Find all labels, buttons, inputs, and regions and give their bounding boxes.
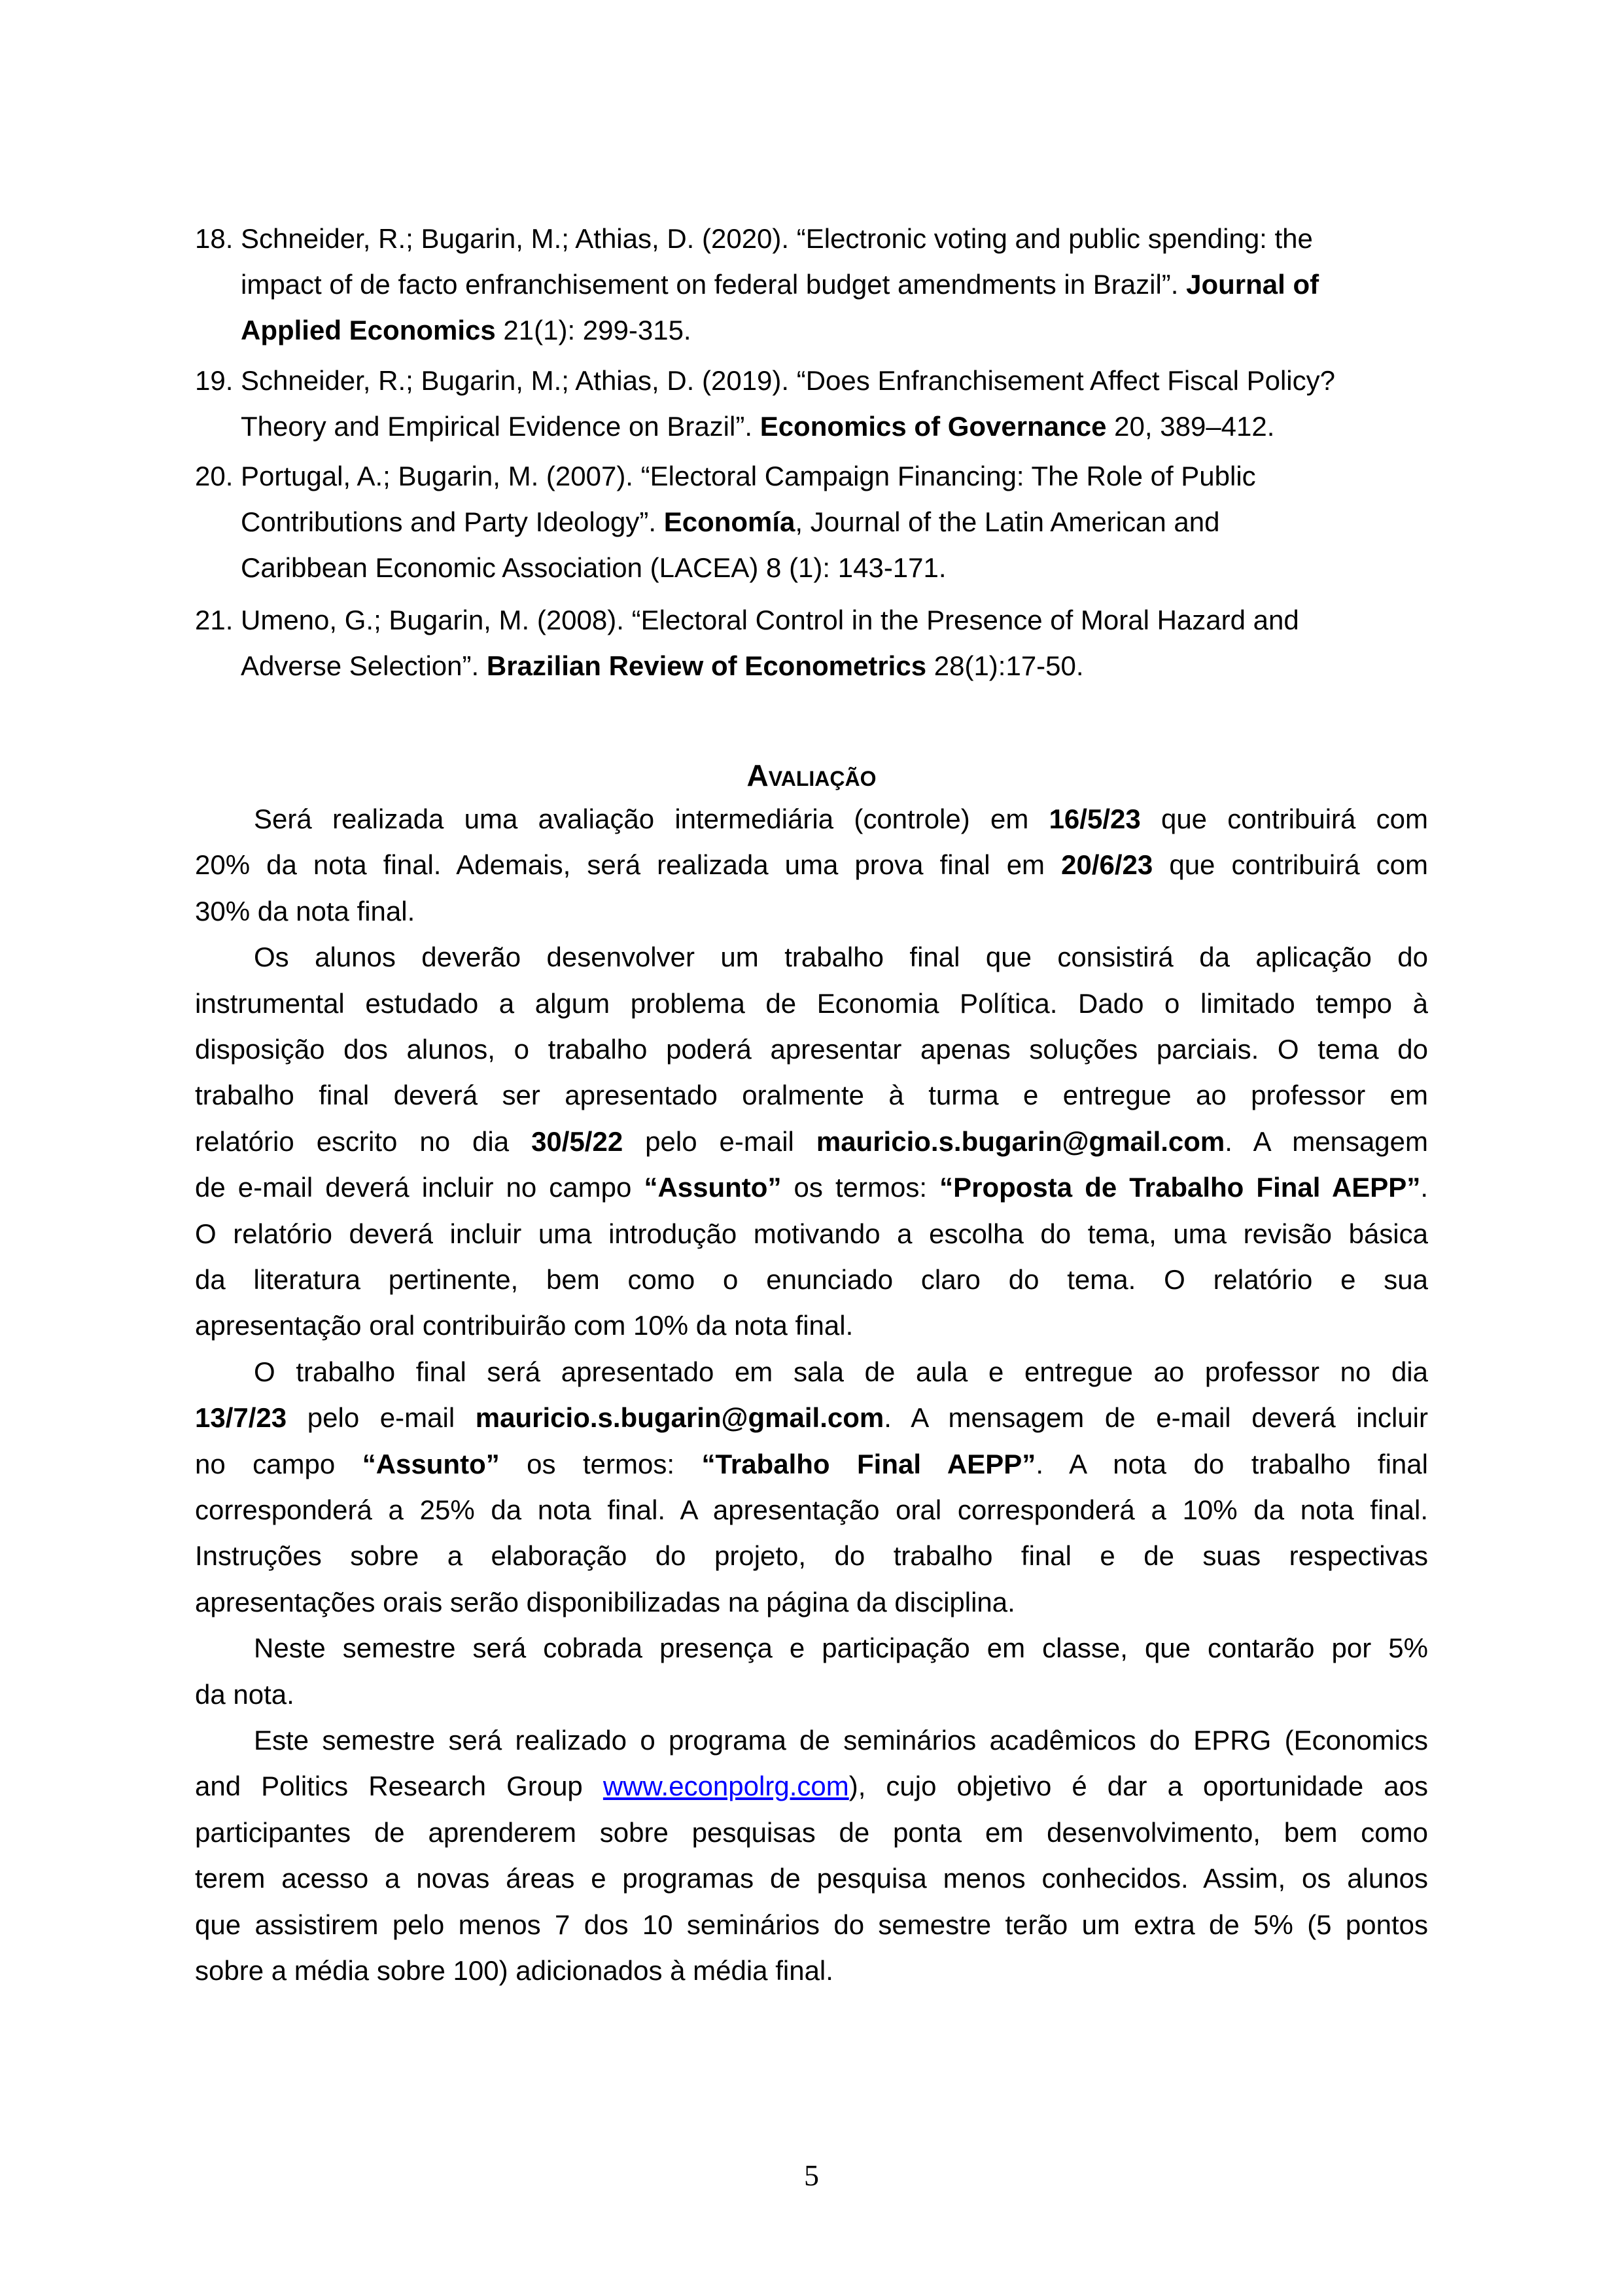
text-segment: participantes de aprenderem sobre pesquisas de ponta em desenvolvimento, bem como bbox=[195, 1817, 1428, 1848]
bold-text: “Trabalho Final AEPP” bbox=[701, 1449, 1036, 1479]
text-segment: , Journal of the Latin American and bbox=[795, 506, 1220, 537]
text-segment: que contribuirá com bbox=[1140, 804, 1428, 834]
paragraph-first-line bbox=[254, 934, 1428, 980]
paragraph-first-line bbox=[254, 1718, 1428, 1763]
paragraph-line bbox=[195, 842, 1428, 888]
text-segment: que assistirem pelo menos 7 dos 10 seminários do semestre terão um extra de 5% (5 pontos bbox=[195, 1909, 1428, 1940]
text-segment: Neste semestre será cobrada presença e participação em classe, que contarão por 5% bbox=[254, 1633, 1428, 1663]
text-segment: corresponderá a 25% da nota final. A apresentação oral corresponderá a 10% da nota final. bbox=[195, 1494, 1428, 1525]
paragraph-line bbox=[195, 1395, 1428, 1441]
website-link[interactable]: www.econpolrg.com bbox=[602, 1771, 849, 1801]
text-segment: de e-mail deverá incluir no campo bbox=[195, 1172, 644, 1203]
paragraph-line bbox=[195, 1856, 1428, 1901]
paragraph-line bbox=[195, 1533, 1428, 1579]
text-segment: 20, 389–412. bbox=[1106, 411, 1275, 442]
text-segment: os termos: bbox=[499, 1449, 702, 1479]
text-segment: Schneider, R.; Bugarin, M.; Athias, D. (2020). “Electronic voting and public spending: the bbox=[241, 223, 1313, 254]
bold-text: Applied Economics bbox=[241, 315, 496, 345]
reference-line bbox=[241, 545, 947, 591]
text-segment: Este semestre será realizado o programa de seminários acadêmicos do EPRG (Economics bbox=[254, 1725, 1428, 1756]
reference-line bbox=[241, 499, 1220, 545]
reference-line bbox=[241, 597, 1299, 643]
bold-text: Economics of Governance bbox=[759, 411, 1107, 442]
text-segment: Será realizada uma avaliação intermediária (controle) em bbox=[254, 804, 1049, 834]
text-segment: pelo e-mail bbox=[287, 1402, 476, 1433]
text-segment: Instruções sobre a elaboração do projeto, do trabalho final e de suas respectivas bbox=[195, 1540, 1428, 1571]
reference-line bbox=[241, 308, 691, 353]
text-segment: O relatório deverá incluir uma introdução motivando a escolha do tema, uma revisão básica bbox=[195, 1218, 1428, 1249]
bold-text: “Assunto” bbox=[362, 1449, 500, 1479]
paragraph-line bbox=[195, 889, 1428, 934]
text-segment: trabalho final deverá ser apresentado oralmente à turma e entregue ao professor em bbox=[195, 1080, 1428, 1110]
paragraph-line bbox=[195, 1165, 1428, 1210]
paragraph-line bbox=[195, 1810, 1428, 1856]
text-segment: disposição dos alunos, o trabalho poderá apresentar apenas soluções parciais. O tema do bbox=[195, 1034, 1428, 1065]
paragraph-line bbox=[195, 1580, 1428, 1625]
text-segment: ), cujo objetivo é dar a oportunidade aos bbox=[848, 1771, 1428, 1801]
bold-text: mauricio.s.bugarin@gmail.com bbox=[816, 1126, 1225, 1157]
text-segment: no campo bbox=[195, 1449, 362, 1479]
text-segment: . A mensagem bbox=[1225, 1126, 1428, 1157]
text-segment: 30% da nota final. bbox=[195, 896, 415, 927]
reference-number: 21. bbox=[195, 605, 234, 635]
text-segment: terem acesso a novas áreas e programas de pesquisa menos conhecidos. Assim, os alunos bbox=[195, 1863, 1428, 1894]
text-segment: apresentação oral contribuirão com 10% da nota final. bbox=[195, 1310, 854, 1341]
text-segment: Contributions and Party Ideology”. bbox=[241, 506, 664, 537]
paragraph-line bbox=[195, 1303, 1428, 1349]
reference-line bbox=[241, 262, 1319, 308]
paragraph-line bbox=[195, 1211, 1428, 1257]
bold-text: Economía bbox=[663, 506, 795, 537]
text-segment: O trabalho final será apresentado em sala de aula e entregue ao professor no dia bbox=[254, 1356, 1428, 1387]
bold-text: mauricio.s.bugarin@gmail.com bbox=[475, 1402, 884, 1433]
text-segment: . bbox=[1420, 1172, 1428, 1203]
text-segment: and Politics Research Group bbox=[195, 1771, 603, 1801]
text-segment: Umeno, G.; Bugarin, M. (2008). “Electoral Control in the Presence of Moral Hazard and bbox=[241, 605, 1299, 635]
text-segment: . A mensagem de e-mail deverá incluir bbox=[884, 1402, 1428, 1433]
bold-text: Journal of bbox=[1186, 269, 1319, 300]
bold-text: Brazilian Review of Econometrics bbox=[486, 650, 927, 681]
text-segment: Portugal, A.; Bugarin, M. (2007). “Electoral Campaign Financing: The Role of Public bbox=[241, 461, 1256, 491]
paragraph-line bbox=[195, 1257, 1428, 1303]
paragraph-line bbox=[195, 1027, 1428, 1072]
text-segment: impact of de facto enfranchisement on federal budget amendments in Brazil”. bbox=[241, 269, 1187, 300]
bold-text: 13/7/23 bbox=[195, 1402, 287, 1433]
paragraph-line bbox=[195, 981, 1428, 1027]
paragraph-first-line bbox=[254, 796, 1428, 842]
text-segment: Theory and Empirical Evidence on Brazil”. bbox=[241, 411, 760, 442]
text-segment: relatório escrito no dia bbox=[195, 1126, 532, 1157]
text-segment: pelo e-mail bbox=[623, 1126, 816, 1157]
paragraph-first-line bbox=[254, 1625, 1428, 1671]
text-segment: Os alunos deverão desenvolver um trabalho final que consistirá da aplicação do bbox=[254, 942, 1428, 972]
paragraph-line bbox=[195, 1441, 1428, 1487]
text-segment: Caribbean Economic Association (LACEA) 8 (1): 143-171. bbox=[241, 552, 947, 583]
text-segment: os termos: bbox=[781, 1172, 940, 1203]
text-segment: sobre a média sobre 100) adicionados à média final. bbox=[195, 1955, 833, 1986]
reference-line bbox=[241, 216, 1313, 262]
text-segment: da nota. bbox=[195, 1679, 294, 1710]
reference-line bbox=[241, 404, 1274, 450]
bold-text: 16/5/23 bbox=[1049, 804, 1141, 834]
paragraph-line bbox=[195, 1672, 1428, 1718]
reference-number: 19. bbox=[195, 365, 234, 396]
reference-number: 20. bbox=[195, 461, 234, 491]
reference-line bbox=[241, 643, 1084, 689]
text-segment: que contribuirá com bbox=[1153, 849, 1428, 880]
paragraph-line bbox=[195, 1763, 1428, 1809]
paragraph-line bbox=[195, 1487, 1428, 1533]
reference-number: 18. bbox=[195, 223, 234, 254]
reference-line bbox=[241, 453, 1256, 499]
bold-text: 30/5/22 bbox=[531, 1126, 623, 1157]
paragraph-line bbox=[195, 1948, 1428, 1994]
paragraph-first-line bbox=[254, 1349, 1428, 1395]
bold-text: “Proposta de Trabalho Final AEPP” bbox=[939, 1172, 1421, 1203]
text-segment: da literatura pertinente, bem como o enunciado claro do tema. O relatório e sua bbox=[195, 1264, 1428, 1295]
bold-text: 20/6/23 bbox=[1061, 849, 1153, 880]
text-segment: 20% da nota final. Ademais, será realizada uma prova final em bbox=[195, 849, 1062, 880]
paragraph-line bbox=[195, 1902, 1428, 1948]
paragraph-line bbox=[195, 1119, 1428, 1165]
paragraph-line bbox=[195, 1072, 1428, 1118]
text-segment: Adverse Selection”. bbox=[241, 650, 487, 681]
text-segment: 28(1):17-50. bbox=[926, 650, 1084, 681]
reference-line bbox=[241, 358, 1335, 404]
text-segment: 21(1): 299-315. bbox=[495, 315, 691, 345]
text-segment: instrumental estudado a algum problema de Economia Política. Dado o limitado tempo à bbox=[195, 988, 1428, 1019]
text-segment: . A nota do trabalho final bbox=[1036, 1449, 1428, 1479]
section-heading: Avaliação bbox=[746, 758, 877, 792]
page-number: 5 bbox=[804, 2159, 819, 2192]
text-segment: Schneider, R.; Bugarin, M.; Athias, D. (2019). “Does Enfranchisement Affect Fiscal Policy? bbox=[241, 365, 1335, 396]
bold-text: “Assunto” bbox=[644, 1172, 782, 1203]
text-segment: apresentações orais serão disponibilizadas na página da disciplina. bbox=[195, 1587, 1015, 1617]
